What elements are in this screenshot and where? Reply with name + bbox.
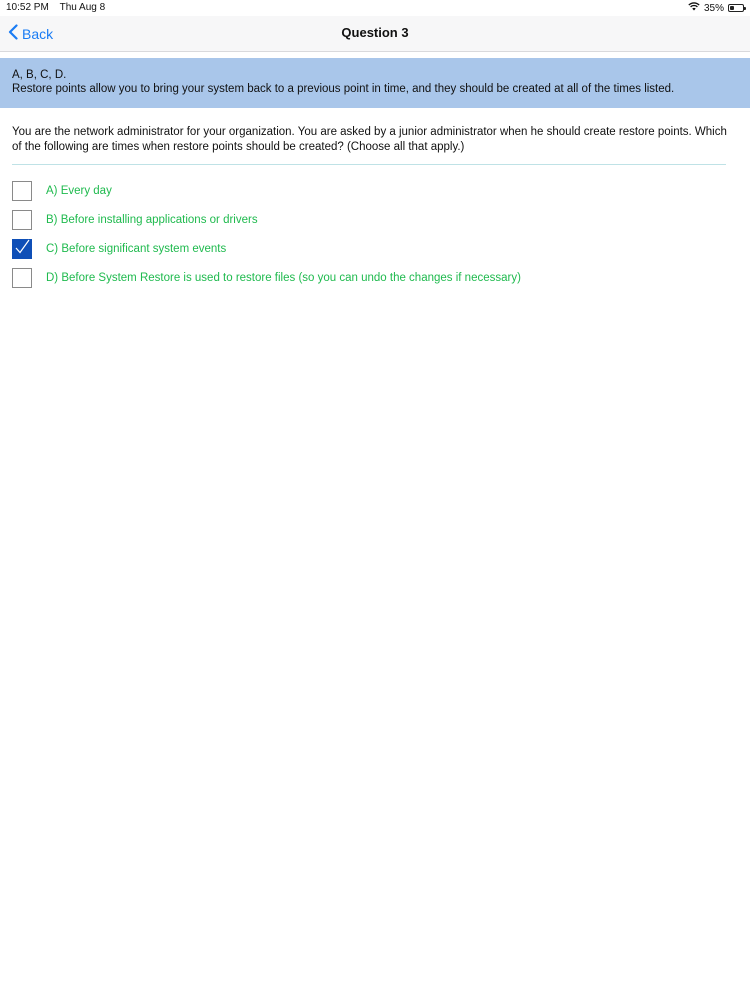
option-label: D) Before System Restore is used to restore files (so you can undo the changes if necessary) [46,272,521,284]
battery-fill [730,6,734,10]
answer-explanation: Restore points allow you to bring your system back to a previous point in time, and they should be created at all of the times listed. [12,83,675,95]
checkbox-c[interactable] [12,239,32,259]
option-label: A) Every day [46,185,112,197]
status-bar [0,0,750,16]
back-label: Back [22,25,54,42]
page-title: Question 3 [341,25,409,40]
question-text: You are the network administrator for your organization. You are asked by a junior administrator when he should create restore points. Which of the following are times when restore points should be created? (Choose all that apply.) [12,126,727,153]
status-right [688,2,744,14]
status-left [6,2,105,13]
battery-icon [728,4,744,12]
wifi-icon [688,2,700,14]
option-label: C) Before significant system events [46,243,227,255]
option-d[interactable] [12,267,521,289]
checkmark-icon [13,238,31,261]
checkbox-d[interactable] [12,268,32,288]
battery-percent: 35% [703,2,724,14]
answer-banner [0,58,750,108]
checkbox-b[interactable] [12,210,32,230]
divider [12,164,726,165]
status-time: 10:52 PM [6,2,49,13]
option-b[interactable] [12,209,258,231]
status-date: Thu Aug 8 [59,2,106,13]
option-label: B) Before installing applications or drivers [46,214,258,226]
navigation-bar [0,16,750,52]
option-c[interactable] [12,238,226,260]
option-a[interactable] [12,180,112,202]
correct-answers: A, B, C, D. [12,69,67,81]
checkbox-a[interactable] [12,181,32,201]
